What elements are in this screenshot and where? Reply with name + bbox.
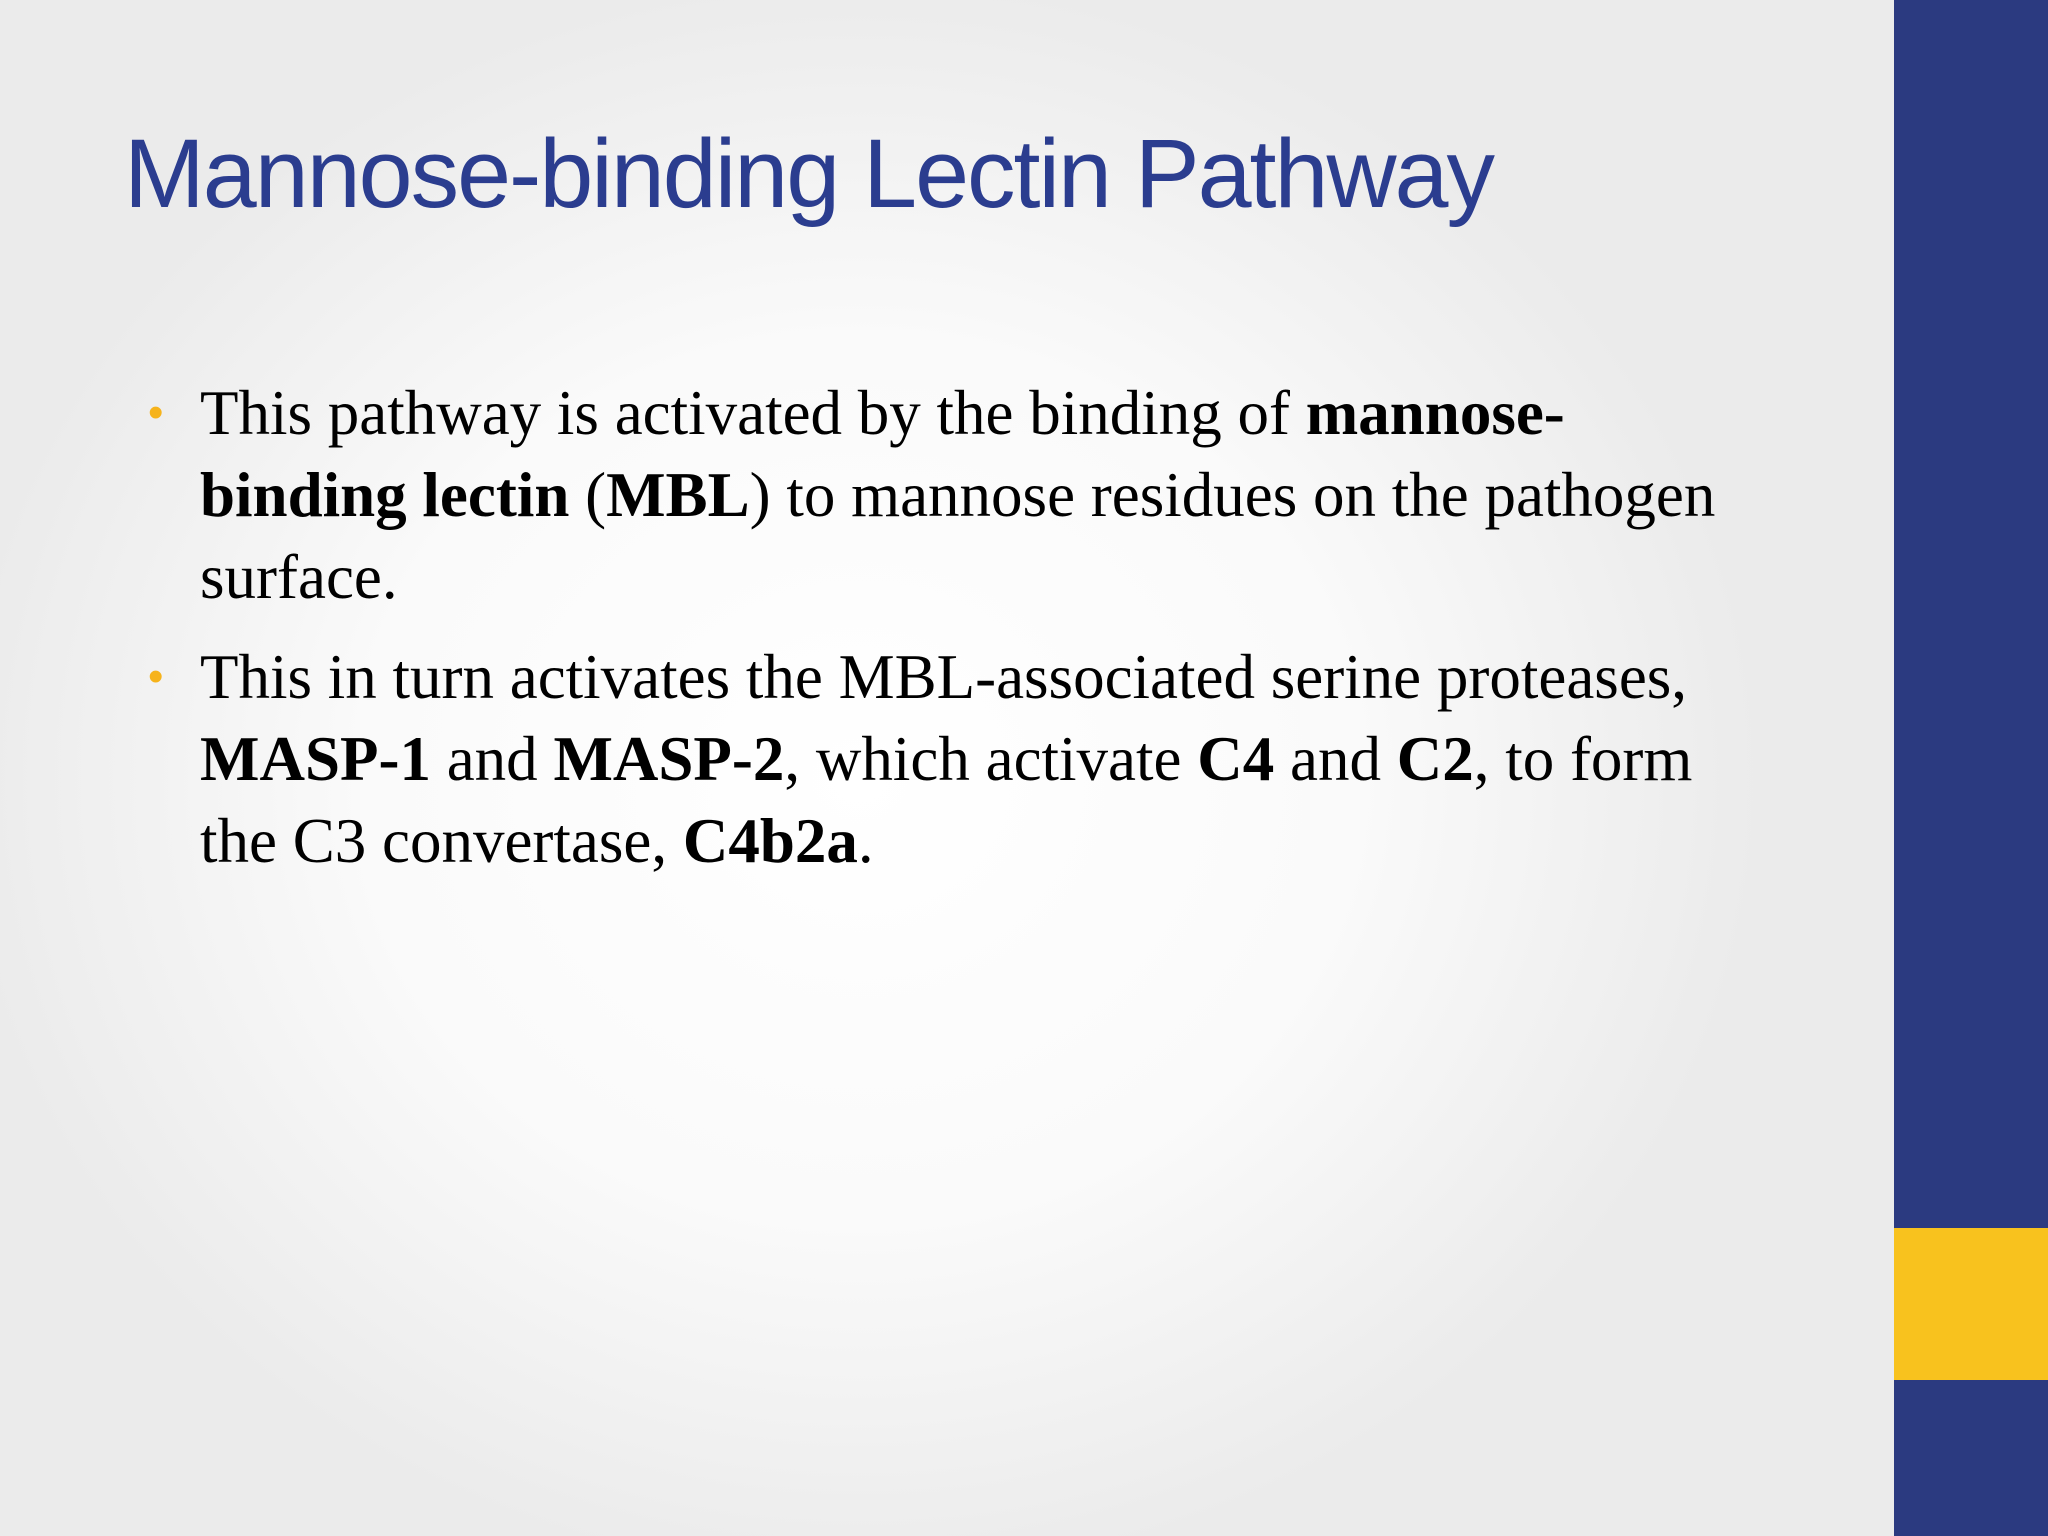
- bullet-text: and: [430, 724, 554, 794]
- term-c4: C4: [1197, 724, 1275, 794]
- sidebar-band: [1894, 0, 2048, 1536]
- bullet-text: (: [569, 460, 607, 530]
- bullet-text: This pathway is activated by the binding of: [200, 378, 1306, 448]
- bullet-item-masp-activation: [148, 636, 1760, 882]
- term-mannose-binding-lectin: mannose-binding lectin: [200, 378, 1565, 530]
- term-masp-1: MASP-1: [200, 724, 431, 794]
- bullet-text: , which activate: [784, 724, 1198, 794]
- bullet-dot-icon: •: [148, 388, 164, 437]
- term-c4b2a: C4b2a: [682, 806, 858, 876]
- slide-title: Mannose-binding Lectin Pathway: [124, 119, 1493, 228]
- bullet-list: [148, 372, 1760, 900]
- bullet-dot-icon: •: [148, 652, 164, 701]
- bullet-text: , to form the C3 convertase,: [200, 724, 1693, 876]
- sidebar-accent-block: [1894, 1228, 2048, 1380]
- term-c2: C2: [1396, 724, 1474, 794]
- bullet-item-mbl-binding: [148, 372, 1760, 618]
- term-mbl: MBL: [606, 460, 750, 530]
- bullet-text: .: [857, 806, 874, 876]
- bullet-text: ) to mannose residues on the pathogen surface.: [200, 460, 1716, 612]
- term-masp-2: MASP-2: [553, 724, 785, 794]
- bullet-text: and: [1274, 724, 1397, 794]
- bullet-text: This in turn activates the MBL-associated serine proteases,: [200, 642, 1688, 712]
